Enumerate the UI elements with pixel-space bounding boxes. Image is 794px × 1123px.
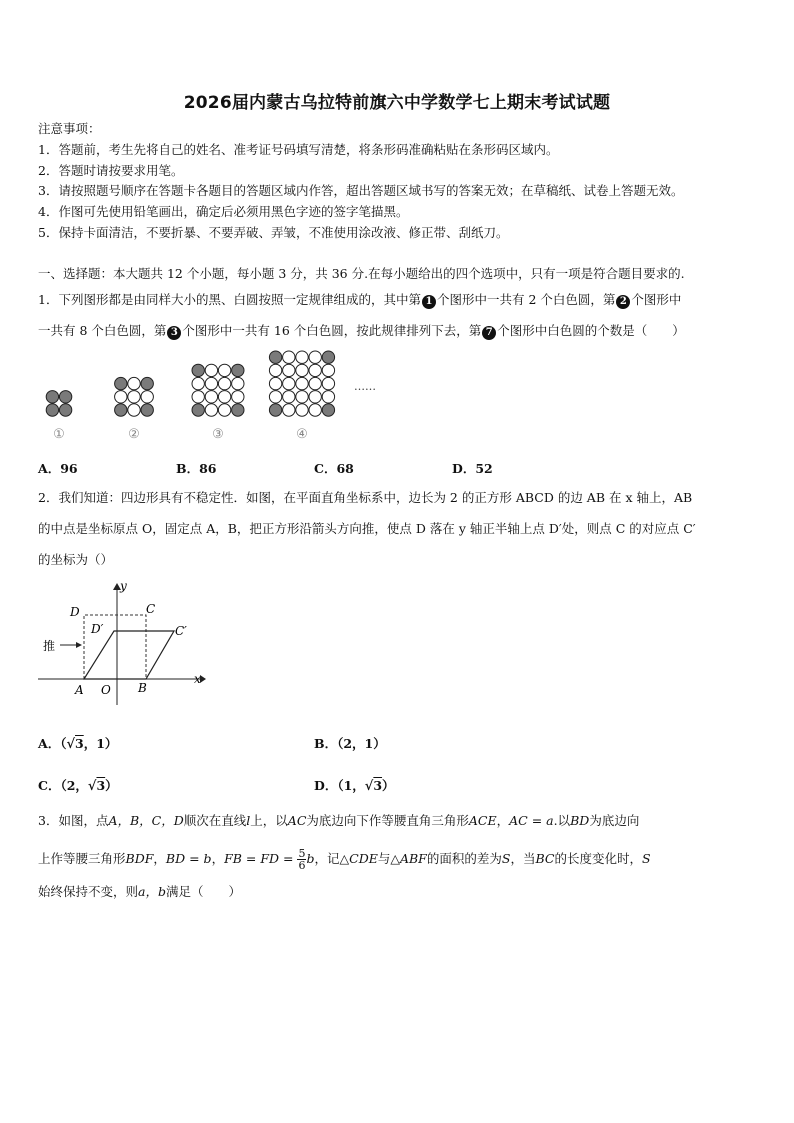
push-label: 推 (43, 639, 56, 653)
q1-pattern-4 (269, 351, 334, 416)
white-circle (115, 391, 127, 403)
q2-option-a: A．（√3，1） (38, 736, 118, 752)
white-circle (269, 364, 281, 376)
label-D: D (70, 605, 80, 619)
white-circle (141, 391, 153, 403)
black-circle (115, 404, 127, 416)
q2-option-b: B．（2，1） (314, 736, 386, 751)
q1-ellipsis: …… (354, 380, 376, 393)
black-circle (115, 377, 127, 389)
white-circle (269, 391, 281, 403)
white-circle (322, 364, 334, 376)
q1-text-b: 个图形中一共有 2 个白色圆，第 (436, 292, 616, 307)
white-circle (296, 377, 308, 389)
label-D-prime: D′ (91, 622, 104, 636)
x-axis-arrow (200, 675, 206, 683)
q1-option-d: D．52 (452, 461, 493, 476)
white-circle (192, 377, 204, 389)
notice-item-2: 2．答题时请按要求用笔。 (38, 163, 184, 178)
white-circle (128, 404, 140, 416)
q1-label-2: ② (128, 427, 140, 442)
label-C-prime: C′ (175, 624, 187, 638)
black-circle (269, 404, 281, 416)
q1-pattern-2 (115, 377, 154, 416)
q1-text-c: 个图形中 (631, 292, 682, 307)
q2-line-1: 2．我们知道：四边形具有不稳定性．如图，在平面直角坐标系中，边长为 2 的正方形 ABCD 的边 AB 在 x 轴上，AB (38, 490, 693, 505)
pushed-parallelogram (84, 631, 174, 679)
q3-line-3: 始终保持不变，则a，b满足（ ） (38, 884, 241, 899)
white-circle (322, 391, 334, 403)
white-circle (309, 391, 321, 403)
circled-number-2: 2 (616, 295, 630, 309)
black-circle (322, 351, 334, 363)
white-circle (232, 377, 244, 389)
q1-line-1 (38, 292, 681, 309)
q1-option-b: B．86 (176, 461, 217, 476)
q1-label-4: ④ (296, 427, 308, 442)
white-circle (283, 404, 295, 416)
q1-option-c: C．68 (314, 461, 354, 476)
q2-line-2: 的中点是坐标原点 O，固定点 A，B，把正方形沿箭头方向推，使点 D 落在 y 轴正半轴上点 D′处，则点 C 的对应点 C′ (38, 521, 696, 536)
black-circle (46, 391, 58, 403)
white-circle (283, 351, 295, 363)
q1-text-a: 1．下列图形都是由同样大小的黑、白圆按照一定规律组成的，其中第 (38, 292, 421, 307)
white-circle (309, 351, 321, 363)
circled-number-3: 3 (167, 326, 181, 340)
white-circle (322, 377, 334, 389)
black-circle (322, 404, 334, 416)
white-circle (283, 391, 295, 403)
fraction-five-sixths: $\frac{5}{6}$ (298, 847, 306, 872)
q1-label-3: ③ (212, 427, 224, 442)
notice-item-5: 5．保持卡面清洁，不要折暴、不要弄破、弄皱，不准使用涂改液、修正带、刮纸刀。 (38, 225, 509, 240)
black-circle (46, 404, 58, 416)
white-circle (128, 377, 140, 389)
white-circle (283, 377, 295, 389)
label-B: B (138, 681, 147, 695)
black-circle (59, 404, 71, 416)
label-O: O (101, 683, 111, 697)
q3-line-2: 上作等腰三角形BDF，BD = b，FB = FD = $\frac{5}{6}$ b，记△CDE与△ABF的面积的差为S，当BC的长度变化时，S (38, 847, 651, 872)
white-circle (218, 364, 230, 376)
q2-option-d: D．（1，√3） (314, 778, 395, 794)
black-circle (269, 351, 281, 363)
white-circle (309, 404, 321, 416)
push-arrow-head (76, 642, 82, 648)
q1-text-e: 个图形中一共有 16 个白色圆，按此规律排列下去，第 (182, 323, 482, 338)
notice-item-1: 1．答题前，考生先将自己的姓名、准考证号码填写清楚，将条形码准确粘贴在条形码区域内。 (38, 142, 559, 157)
white-circle (296, 391, 308, 403)
q2-coordinate-figure (34, 575, 214, 710)
white-circle (283, 364, 295, 376)
black-circle (141, 377, 153, 389)
white-circle (309, 364, 321, 376)
white-circle (128, 391, 140, 403)
notice-heading: 注意事项： (38, 121, 101, 136)
q1-text-f: 个图形中白色圆的个数是（ ） (497, 323, 685, 338)
white-circle (205, 404, 217, 416)
page-title: 2026届内蒙古乌拉特前旗六中学数学七上期末考试试题 (183, 93, 611, 113)
circled-number-1: 1 (422, 295, 436, 309)
section-heading: 一、选择题：本大题共 12 个小题，每小题 3 分，共 36 分.在每小题给出的四个选项中，只有一项是符合题目要求的. (38, 266, 685, 281)
q1-option-a: A．96 (38, 461, 78, 476)
black-circle (192, 404, 204, 416)
white-circle (232, 391, 244, 403)
white-circle (205, 391, 217, 403)
label-C: C (146, 602, 156, 616)
black-circle (192, 364, 204, 376)
white-circle (269, 377, 281, 389)
white-circle (218, 377, 230, 389)
q1-text-d: 一共有 8 个白色圆，第 (38, 323, 167, 338)
white-circle (192, 391, 204, 403)
label-y: y (120, 579, 127, 593)
black-circle (141, 404, 153, 416)
label-x: x (194, 672, 201, 686)
q1-line-2 (38, 323, 685, 340)
q2-line-3: 的坐标为（） (38, 552, 114, 567)
notice-item-3: 3．请按照题号顺序在答题卡各题目的答题区域内作答，超出答题区域书写的答案无效；在草稿纸、试卷上答题无效。 (38, 183, 684, 198)
label-A: A (75, 683, 84, 697)
q2-option-c: C．（2，√3） (38, 778, 118, 794)
white-circle (218, 391, 230, 403)
q1-label-1: ① (53, 427, 65, 442)
q1-pattern-3 (192, 364, 244, 416)
black-circle (232, 404, 244, 416)
white-circle (296, 404, 308, 416)
q1-pattern-1 (46, 391, 72, 417)
white-circle (205, 377, 217, 389)
white-circle (218, 404, 230, 416)
white-circle (205, 364, 217, 376)
white-circle (296, 351, 308, 363)
q3-line-1: 3．如图，点A，B，C，D顺次在直线l上，以AC为底边向下作等腰直角三角形ACE，AC = a.以BD为底边向 (38, 813, 640, 828)
white-circle (309, 377, 321, 389)
black-circle (232, 364, 244, 376)
notice-item-4: 4．作图可先使用铅笔画出，确定后必须用黑色字迹的签字笔描黑。 (38, 204, 409, 219)
q1-figure (30, 348, 390, 448)
circled-number-7: 7 (482, 326, 496, 340)
black-circle (59, 391, 71, 403)
white-circle (296, 364, 308, 376)
